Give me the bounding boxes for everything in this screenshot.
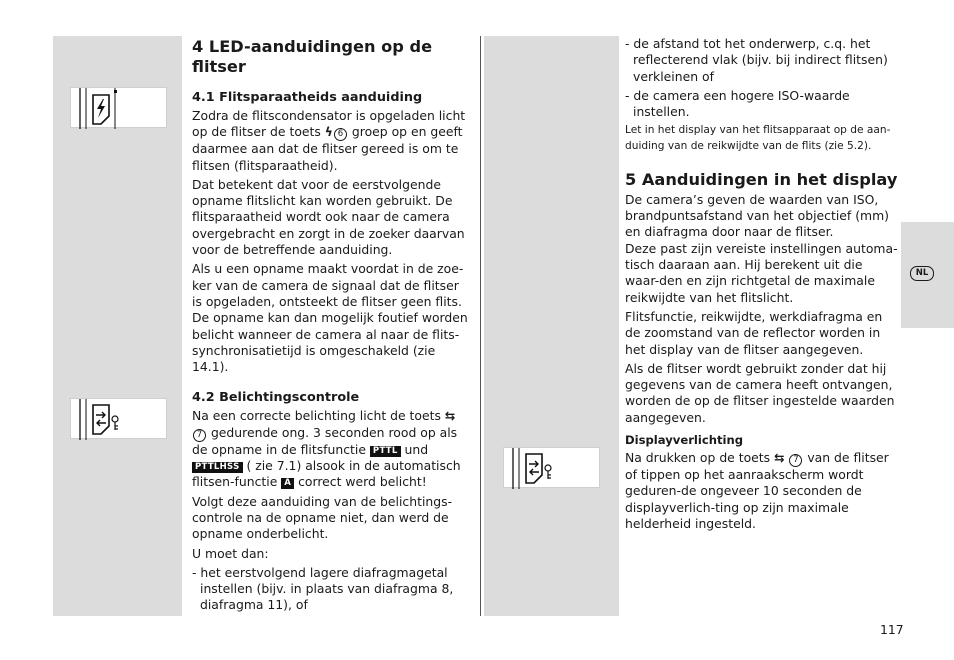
callout-number: 7 — [789, 454, 802, 467]
mode-badge-pttlhss: PTTLHSS — [192, 462, 243, 473]
page-number: 117 — [880, 622, 904, 637]
paragraph-display-lighting: Na drukken op de toets ⇆ 7 van de flitser of tippen op het aanraakscherm wordt geduren-de ongeveer 10 seconden de displayverlich-ting op zijn maximale helderheid ingesteld. — [625, 450, 889, 531]
paragraph-display-shows: Flitsfunctie, reikwijdte, werkdiafragma en de zoomstand van de reflector worden in het display van de flitser aangegeven. — [625, 308, 883, 357]
paragraph-flash-ready: Zodra de flitscondensator is opgeladen licht op de flitser de toets ϟ 6 groep op en geeft daarmee aan dat de flitser gereed is om te flitsen (flitsparaatheid). — [192, 108, 466, 173]
flash-button-drawing — [71, 88, 168, 129]
paragraph-underexposed: Volgt deze aanduiding van de belichtings-controle na de opname niet, dan werd de opname onderbelicht. — [192, 493, 453, 542]
lightning-bolt-icon: ϟ — [324, 124, 333, 140]
language-badge: NL — [910, 266, 934, 281]
flash-ready-button-illustration — [70, 87, 167, 128]
paragraph-flash-ready-meaning: Dat betekent dat voor de eerstvolgende opname flitslicht kan worden gebruikt. De flitsparaatheid wordt ook naar de camera overgebracht en zorgt in de zoeker daarvan voor de betreffende aanduiding. — [192, 176, 465, 258]
left-right-arrows-icon — [529, 461, 538, 467]
paragraph-camera-values: De camera’s geven de waarden van ISO, brandpuntsafstand van het objectief (mm) en diafragma door naar de flitser. — [625, 191, 890, 240]
key-icon — [545, 465, 551, 471]
left-right-arrows-icon — [96, 412, 105, 418]
subsection-title-4-2: 4.2 Belichtingscontrole — [192, 390, 360, 406]
paragraph-exposure-control: Na een correcte belichting licht de toets ⇆ 7 gedurende ong. 3 seconden rood op als de opname in de flitsfunctie PTTL und PTTLHSS ( zie 7.1) alsook in de automatisch flitsen-functie A correct werd belicht! — [192, 408, 461, 490]
key-icon — [112, 416, 118, 422]
section-title-5: 5 Aanduidingen in het display — [625, 169, 898, 189]
callout-number: 6 — [334, 128, 347, 141]
mode-badge-pttl: PTTL — [370, 446, 401, 457]
display-light-button-illustration — [503, 447, 600, 488]
callout-number: 7 — [193, 429, 206, 442]
left-text-column — [192, 37, 468, 617]
paragraph-you-must: U moet dan: — [192, 545, 269, 561]
list-item-distance: - de afstand tot het onderwerp, c.q. het reflecterend vlak (bijv. bij indirect flitsen) verkleinen of — [625, 36, 888, 84]
list-item-aperture: - het eerstvolgend lagere diafragmagetal instellen (bijv. in plaats van diafragma 8, diafragma 11), of — [192, 564, 454, 613]
paragraph-auto-adjust: Deze past zijn vereiste instellingen automa-tisch daaraan aan. Hij berekent uit die waar-den en zijn richtgetal de maximale reikwijdte van het flitslicht. — [625, 240, 898, 305]
paragraph-premature-shot: Als u een opname maakt voordat in de zoe-ker van de camera de signaal dat de flitser is opgeladen, ontsteekt de flitser geen flits. De opname kan dan mogelijk foutief worden belicht wanneer de camera al naar de flits-synchronisatietijd is omgeschakeld (zie 14.1). — [192, 261, 468, 375]
exposure-button-drawing — [71, 399, 168, 440]
list-item-iso: - de camera een hogere ISO-waarde instellen. — [625, 87, 850, 120]
column-divider — [480, 36, 481, 616]
right-text-column — [625, 36, 899, 535]
lightning-bolt-icon — [97, 99, 105, 118]
section-title-4: 4 LED-aanduidingen op de flitser — [192, 37, 433, 76]
minor-title-display-lighting: Displayverlichting — [625, 433, 744, 448]
note-display-range: Let in het display van het flitsapparaat op de aan-duiding van de reikwijdte van de flits (zie 5.2). — [625, 124, 891, 152]
exposure-control-button-illustration — [70, 398, 167, 439]
paragraph-no-camera-data: Als de flitser wordt gebruikt zonder dat hij gegevens van de camera heeft ontvangen, worden de op de flitser ingestelde waarden aangegeven. — [625, 360, 895, 425]
subsection-title-4-1: 4.1 Flitsparaatheids aanduiding — [192, 90, 423, 105]
left-right-arrows-icon: ⇆ — [774, 450, 785, 466]
left-right-arrows-icon: ⇆ — [444, 408, 456, 424]
middle-gray-column — [484, 36, 619, 616]
mode-badge-a: A — [281, 478, 294, 489]
display-button-drawing — [504, 448, 601, 489]
